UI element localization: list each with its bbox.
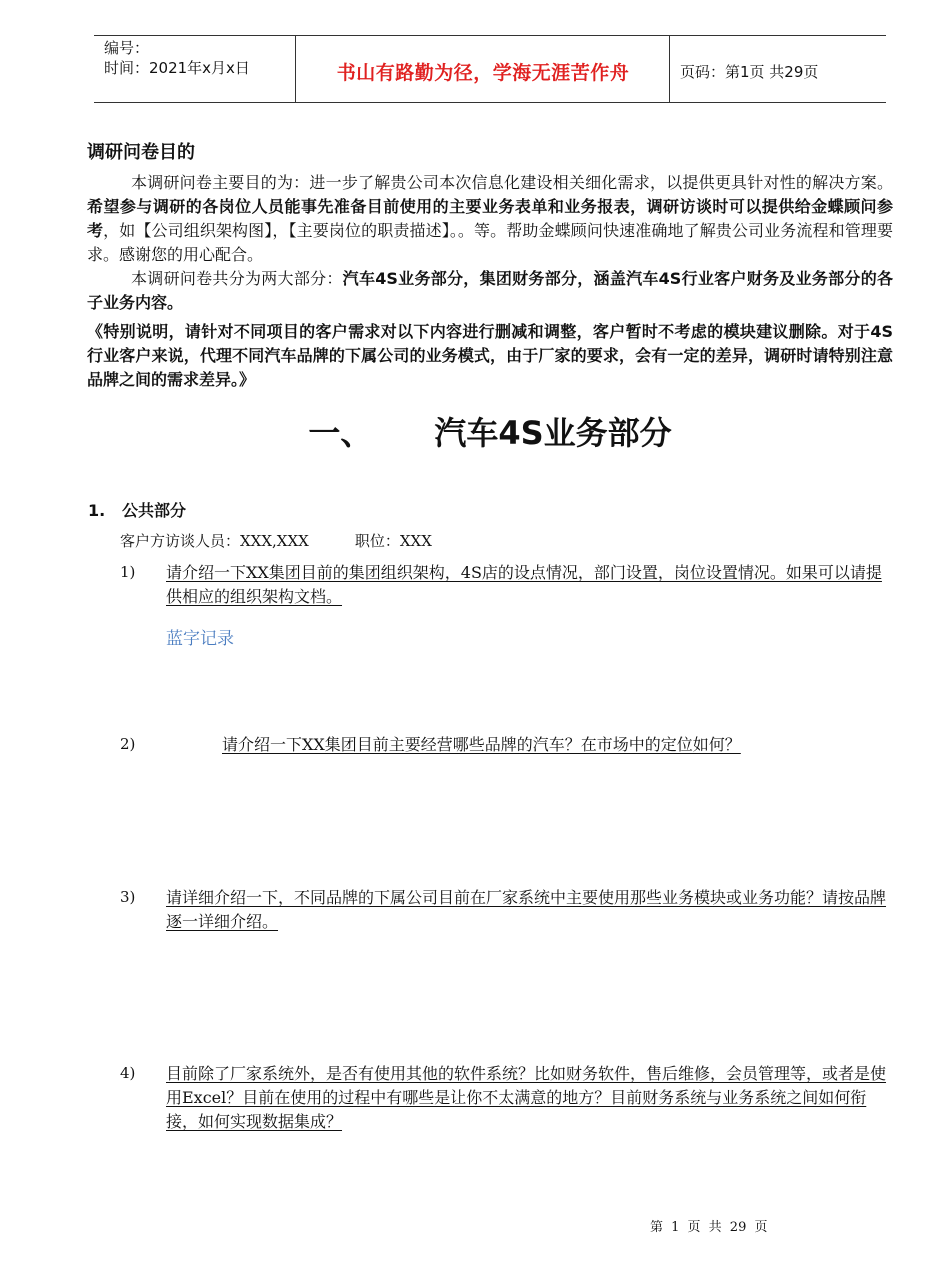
question-3-text: 请详细介绍一下，不同品牌的下属公司目前在厂家系统中主要使用那些业务模块或业务功能？请按品牌逐一详细介绍。	[166, 888, 887, 931]
header-time-label: 时间：2021年x月x日	[104, 59, 250, 77]
purpose-paragraph-1	[87, 171, 893, 267]
question-3	[166, 886, 892, 934]
subsection-heading	[88, 498, 186, 521]
section-heading	[0, 408, 950, 454]
section-title: 汽车4S业务部分	[434, 414, 672, 452]
question-4-text: 目前除了厂家系统外，是否有使用其他的软件系统？比如财务软件，售后维修，会员管理等，或者是使用Excel？目前在使用的过程中有哪些是让你不太满意的地方？目前财务系统与业务系统之间如何衔接，如何实现数据集成？	[166, 1064, 887, 1131]
header-bottom-rule	[94, 102, 886, 103]
header-code-label: 编号：	[104, 39, 150, 57]
header-meta	[104, 38, 250, 78]
purpose-paragraph-2	[87, 267, 893, 315]
subsection-title: 公共部分	[122, 501, 187, 520]
header-top-rule	[94, 35, 886, 36]
section-number: 一、	[308, 414, 373, 452]
question-2	[222, 733, 862, 757]
position-label: 职位：XXX	[354, 532, 432, 550]
special-note: 《特别说明，请针对不同项目的客户需求对以下内容进行删减和调整，客户暂时不考虑的模块建议删除。对于4S行业客户来说，代理不同汽车品牌的下属公司的业务模式，由于厂家的要求，会有一定的差异，调研时请特别注意品牌之间的需求差异。》	[87, 322, 893, 389]
interviewee-label: 客户方访谈人员：XXX,XXX	[120, 532, 309, 550]
purpose-p1-rest: ，如【公司组织架构图】，【主要岗位的职责描述】。。等。帮助金蝶顾问快速准确地了解贵公司业务流程和管理要求。感谢您的用心配合。	[87, 221, 893, 264]
header-page-info: 页码：第1页 共29页	[680, 63, 819, 81]
purpose-title: 调研问卷目的	[87, 142, 195, 163]
interviewee-line	[120, 530, 432, 551]
purpose-p1-intro: 本调研问卷主要目的为：进一步了解贵公司本次信息化建设相关细化需求，以提供更具针对性的解决方案。	[131, 173, 893, 192]
subsection-number: 1.	[88, 501, 106, 520]
question-1	[166, 561, 892, 609]
question-2-number: 2)	[120, 735, 136, 753]
purpose-p1-bold: 希望参与调研的各岗位人员能事先准备目前使用的主要业务表单和业务报表，调研访谈时可以提供给金蝶顾问参考	[87, 197, 893, 240]
purpose-p2-bold: 汽车4S业务部分，集团财务部分，涵盖汽车4S行业客户财务及业务部分的各子业务内容。	[87, 269, 893, 312]
page-footer: 第 1 页 共 29 页	[650, 1220, 768, 1235]
question-2-text: 请介绍一下XX集团目前主要经营哪些品牌的汽车？在市场中的定位如何？	[222, 735, 741, 754]
question-1-number: 1)	[120, 563, 136, 581]
question-3-number: 3)	[120, 888, 136, 906]
purpose-p2-intro: 本调研问卷共分为两大部分：	[131, 269, 343, 288]
question-1-text: 请介绍一下XX集团目前的集团组织架构，4S店的设点情况，部门设置，岗位设置情况。如果可以请提供相应的组织架构文档。	[166, 563, 882, 606]
question-4-number: 4)	[120, 1064, 136, 1082]
header-motto: 书山有路勤为径，学海无涯苦作舟	[336, 62, 630, 84]
question-4	[166, 1062, 892, 1134]
blue-note: 蓝字记录	[166, 629, 234, 649]
